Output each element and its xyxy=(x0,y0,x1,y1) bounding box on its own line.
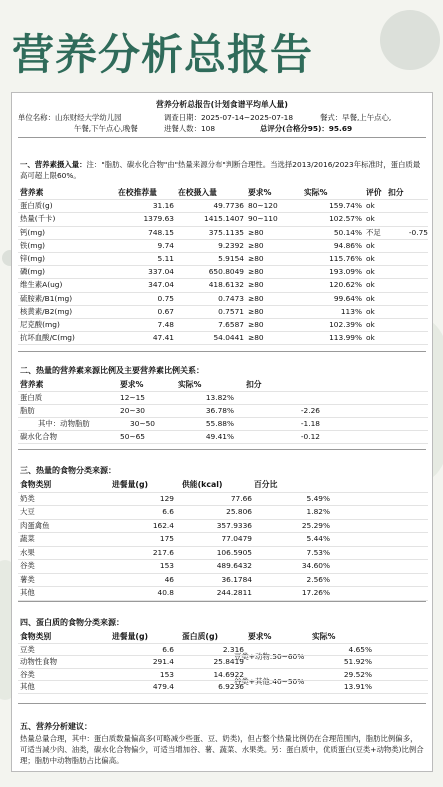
meals-type-cont: 午餐,下午点心,晚餐 xyxy=(74,124,138,133)
table-header-row xyxy=(12,187,432,198)
table-cell: 46 xyxy=(164,574,174,584)
table-cell: 蔬菜 xyxy=(20,534,35,543)
table-cell: 13.91% xyxy=(343,682,372,691)
table-cell: 动物性食物 xyxy=(20,657,57,666)
table-cell: 113.99% xyxy=(329,333,362,343)
table-cell: 47.41 xyxy=(152,333,174,343)
table-row xyxy=(12,332,432,343)
table-row xyxy=(12,560,432,571)
table-row xyxy=(12,547,432,558)
table-cell: 9.2392 xyxy=(218,240,244,250)
table-cell: 94.86% xyxy=(333,240,362,250)
table-row xyxy=(12,418,432,429)
table-cell: 175 xyxy=(159,534,174,543)
table-cell: 347.04 xyxy=(148,280,174,290)
section5-advice: 热量总量合理，其中：蛋白质数量偏高多(可略减少些蛋、豆、奶类)，但占整个热量比例仍在合理范围内，脂肪比例偏多，可适当减少肉、油类，碳水化合物偏少，可适当增加谷、薯、蔬菜、水果类。另：蛋白质中，优质蛋白(豆类+动物类)比例合理；脂肪中动物脂肪占比偏高。 xyxy=(20,734,424,765)
table-row xyxy=(12,431,432,442)
table-cell: ok xyxy=(366,293,375,303)
table-cell: 尼克酸(mg) xyxy=(20,320,60,329)
table-cell: 30~50 xyxy=(130,419,156,428)
table-cell: 291.4 xyxy=(152,657,174,666)
people-count: 进餐人数：108 xyxy=(164,124,216,133)
table-cell: 1.82% xyxy=(306,507,330,516)
table-cell: ≥80 xyxy=(248,293,264,303)
table-cell: 铁(mg) xyxy=(20,240,46,250)
table-cell: 水果 xyxy=(20,547,35,557)
table-cell: 479.4 xyxy=(152,682,174,691)
table-cell: 162.4 xyxy=(152,520,174,530)
table-cell: ok xyxy=(366,254,375,263)
column-header: 要求% xyxy=(248,632,272,641)
table-cell: 40.8 xyxy=(157,588,174,597)
table-cell: 13.82% xyxy=(205,393,234,402)
table-cell: 357.9336 xyxy=(216,520,252,530)
table-cell: 磷(mg) xyxy=(20,267,46,277)
table-row xyxy=(12,644,432,655)
row-divider xyxy=(18,344,428,345)
table-cell: 489.6432 xyxy=(216,561,252,570)
table-row xyxy=(12,533,432,544)
table-cell: ok xyxy=(366,267,375,277)
column-header: 实际% xyxy=(312,632,336,641)
table-cell: 奶类 xyxy=(20,493,35,503)
column-header: 食物类别 xyxy=(20,632,52,641)
table-cell: 7.6587 xyxy=(218,320,244,329)
table-cell: 碳水化合物 xyxy=(20,432,57,441)
table-cell: 豆类 xyxy=(20,644,35,654)
unit-name: 单位名称：山东财经大学幼儿园 xyxy=(18,113,122,122)
table-row xyxy=(12,520,432,531)
table-cell: 5.44% xyxy=(306,534,330,543)
table-cell: 153 xyxy=(159,669,174,679)
table-cell: ≥80 xyxy=(248,267,264,277)
table-row xyxy=(12,279,432,290)
table-cell: 谷类 xyxy=(20,669,35,679)
table-cell: 17.26% xyxy=(301,588,330,597)
section3-title: 三、热量的食物分类来源： xyxy=(20,466,116,475)
table-cell: ok xyxy=(366,280,375,290)
table-row xyxy=(12,392,432,403)
column-header: 食物类别 xyxy=(20,480,52,489)
table-cell: 不足 xyxy=(366,227,381,237)
table-cell: ≥80 xyxy=(248,227,264,237)
table-cell: 4.65% xyxy=(348,644,372,654)
meals-type: 餐式：早餐,上午点心, xyxy=(320,113,392,122)
table-header-row xyxy=(12,479,432,490)
table-cell: 7.53% xyxy=(306,547,330,557)
table-cell: ok xyxy=(366,201,375,211)
table-cell: 大豆 xyxy=(20,507,35,516)
table-cell: 1379.63 xyxy=(143,214,174,224)
table-cell: 9.74 xyxy=(157,240,174,250)
table-row xyxy=(12,306,432,317)
column-header: 要求% xyxy=(248,188,272,197)
table-cell: 244.2811 xyxy=(216,588,252,597)
table-cell: -1.18 xyxy=(300,419,320,428)
table-cell: 蛋白质(g) xyxy=(20,201,53,211)
divider xyxy=(18,601,426,602)
table-cell: 谷类 xyxy=(20,561,35,570)
protein-requirement-1: 豆类+动物:50~60% xyxy=(234,652,305,661)
table-cell: ≥80 xyxy=(248,280,264,290)
table-cell: 6.6 xyxy=(162,507,174,516)
table-cell: 49.7736 xyxy=(213,201,244,211)
column-header: 在校摄入量 xyxy=(178,188,217,197)
table-cell: 肉蛋禽鱼 xyxy=(20,520,50,530)
table-row xyxy=(12,213,432,224)
section1-intro xyxy=(20,159,424,181)
table-row xyxy=(12,574,432,585)
table-cell: 25.29% xyxy=(301,520,330,530)
table-cell: 核黄素/B2(mg) xyxy=(20,306,73,316)
table-cell: 钙(mg) xyxy=(20,227,46,237)
table-cell: 5.49% xyxy=(306,493,330,503)
table-cell: -2.26 xyxy=(300,406,320,415)
section1-title: 一、营养素摄入量： xyxy=(20,160,87,169)
table-row xyxy=(12,506,432,517)
table-cell: 硫胺素/B1(mg) xyxy=(20,293,73,303)
column-header: 在校推荐量 xyxy=(118,188,157,197)
table-cell: 80~120 xyxy=(248,201,278,211)
table-cell: 36.78% xyxy=(205,406,234,415)
table-cell: 维生素A(ug) xyxy=(20,280,63,290)
table-cell: 0.75 xyxy=(157,293,174,303)
table-cell: 217.6 xyxy=(152,547,174,557)
table-row xyxy=(12,669,432,680)
row-divider xyxy=(18,600,428,601)
table-cell: 50.14% xyxy=(333,227,362,237)
table-cell: 2.316 xyxy=(222,644,244,654)
column-header: 扣分 xyxy=(246,380,262,389)
table-cell: ≥80 xyxy=(248,306,264,316)
column-header: 蛋白质(g) xyxy=(182,632,219,641)
table-cell: ok xyxy=(366,240,375,250)
table-row xyxy=(12,240,432,251)
table-cell: 129 xyxy=(159,493,174,503)
survey-date: 调查日期：2025-07-14~2025-07-18 xyxy=(164,113,294,122)
table-cell: 375.1135 xyxy=(208,227,244,237)
table-cell: -0.75 xyxy=(408,227,428,237)
table-cell: 14.6922 xyxy=(213,669,244,679)
page-title: 营养分析总报告 xyxy=(12,30,314,79)
section1-note: 注："脂肪、碳水化合物"由"热量来源分布"判断合理性。当选择2013/2016/2023年标准时，蛋白质最高可超上限60%。 xyxy=(20,160,421,180)
table-row xyxy=(12,656,432,667)
table-cell: 其中：动物脂肪 xyxy=(38,419,90,428)
table-cell: 31.16 xyxy=(152,201,174,211)
table-cell: ≥80 xyxy=(248,240,264,250)
section4-title: 四、蛋白质的食物分类来源： xyxy=(20,618,124,627)
section2-title: 二、热量的营养素来源比例及主要营养素比例关系： xyxy=(20,366,204,375)
table-cell: 113% xyxy=(340,306,362,316)
table-cell: 50~65 xyxy=(120,432,146,441)
table-cell: 热量(千卡) xyxy=(20,214,56,224)
table-cell: 418.6132 xyxy=(208,280,244,290)
table-cell: 55.88% xyxy=(205,419,234,428)
table-cell: 6.9236 xyxy=(218,682,244,691)
table-cell: 25.8419 xyxy=(213,657,244,666)
table-cell: 49.41% xyxy=(205,432,234,441)
table-cell: 34.60% xyxy=(301,561,330,570)
table-cell: 其他 xyxy=(20,682,35,691)
table-cell: ok xyxy=(366,214,375,224)
column-header: 营养素 xyxy=(20,188,44,197)
table-cell: 29.52% xyxy=(343,669,372,679)
table-cell: 748.15 xyxy=(148,227,174,237)
table-cell: 其他 xyxy=(20,588,35,597)
table-cell: 7.48 xyxy=(157,320,174,329)
table-cell: 锌(mg) xyxy=(20,254,46,263)
table-cell: ≥80 xyxy=(248,254,264,263)
table-cell: 153 xyxy=(159,561,174,570)
column-header: 扣分 xyxy=(388,188,404,197)
divider xyxy=(18,449,426,450)
table-cell: 1415.1407 xyxy=(204,214,244,224)
table-cell: 25.806 xyxy=(226,507,252,516)
table-cell: 蛋白质 xyxy=(20,393,43,402)
table-cell: 102.57% xyxy=(329,214,362,224)
table-cell: 2.56% xyxy=(306,574,330,584)
table-cell: 51.92% xyxy=(343,657,372,666)
table-header-row xyxy=(12,379,432,390)
report-title: 营养分析总报告(计划食谱平均单人量) xyxy=(156,100,288,109)
table-cell: 106.5905 xyxy=(216,547,252,557)
table-cell: 99.64% xyxy=(333,293,362,303)
section5-title: 五、营养分析建议： xyxy=(20,722,92,731)
table-cell: 12~15 xyxy=(120,393,146,402)
table-cell: 120.62% xyxy=(329,280,362,290)
table-row xyxy=(12,293,432,304)
table-cell: 77.66 xyxy=(230,493,252,503)
total-score: 总评分(合格分95)：95.69 xyxy=(260,124,353,133)
table-cell: 115.76% xyxy=(329,254,362,263)
column-header: 进餐量(g) xyxy=(112,632,149,641)
table-cell: 159.74% xyxy=(329,201,362,211)
table-cell: ok xyxy=(366,320,375,329)
table-row xyxy=(12,319,432,330)
table-cell: 脂肪 xyxy=(20,406,35,415)
protein-requirement-2: 谷类+其他:40~50% xyxy=(234,677,305,686)
table-cell: 5.9154 xyxy=(218,254,244,263)
column-header: 进餐量(g) xyxy=(112,480,149,489)
table-row xyxy=(12,266,432,277)
column-header: 实际% xyxy=(304,188,328,197)
divider xyxy=(18,351,426,352)
table-cell: 337.04 xyxy=(148,267,174,277)
table-row xyxy=(12,587,432,598)
table-row xyxy=(12,253,432,264)
table-cell: 650.8049 xyxy=(208,267,244,277)
table-cell: ok xyxy=(366,306,375,316)
table-cell: 0.7571 xyxy=(218,306,244,316)
table-cell: 抗坏血酸/C(mg) xyxy=(20,333,75,343)
table-cell: 5.11 xyxy=(157,254,174,263)
report-sheet xyxy=(11,92,433,772)
table-header-row xyxy=(12,631,432,642)
divider xyxy=(18,703,426,704)
table-row xyxy=(12,200,432,211)
row-divider xyxy=(18,443,428,444)
table-cell: 薯类 xyxy=(20,574,35,584)
column-header: 评价 xyxy=(366,188,382,197)
table-row xyxy=(12,681,432,692)
row-divider xyxy=(18,693,428,694)
table-cell: 20~30 xyxy=(120,406,146,415)
table-cell: -0.12 xyxy=(300,432,320,441)
table-cell: 102.39% xyxy=(329,320,362,329)
table-cell: 54.0441 xyxy=(213,333,244,343)
table-cell: 0.7473 xyxy=(218,293,244,303)
background-blot xyxy=(380,10,440,70)
column-header: 供能(kcal) xyxy=(182,480,223,489)
divider xyxy=(18,137,426,138)
column-header: 要求% xyxy=(120,380,144,389)
table-cell: ≥80 xyxy=(248,320,264,329)
table-cell: 36.1784 xyxy=(221,574,252,584)
table-cell: ≥80 xyxy=(248,333,264,343)
table-row xyxy=(12,227,432,238)
table-cell: ok xyxy=(366,333,375,343)
table-cell: 90~110 xyxy=(248,214,278,224)
table-cell: 0.67 xyxy=(157,306,174,316)
table-row xyxy=(12,493,432,504)
column-header: 百分比 xyxy=(254,480,278,489)
column-header: 营养素 xyxy=(20,380,44,389)
table-cell: 6.6 xyxy=(162,644,174,654)
table-cell: 193.09% xyxy=(329,267,362,277)
table-cell: 77.0479 xyxy=(221,534,252,543)
column-header: 实际% xyxy=(178,380,202,389)
table-row xyxy=(12,405,432,416)
